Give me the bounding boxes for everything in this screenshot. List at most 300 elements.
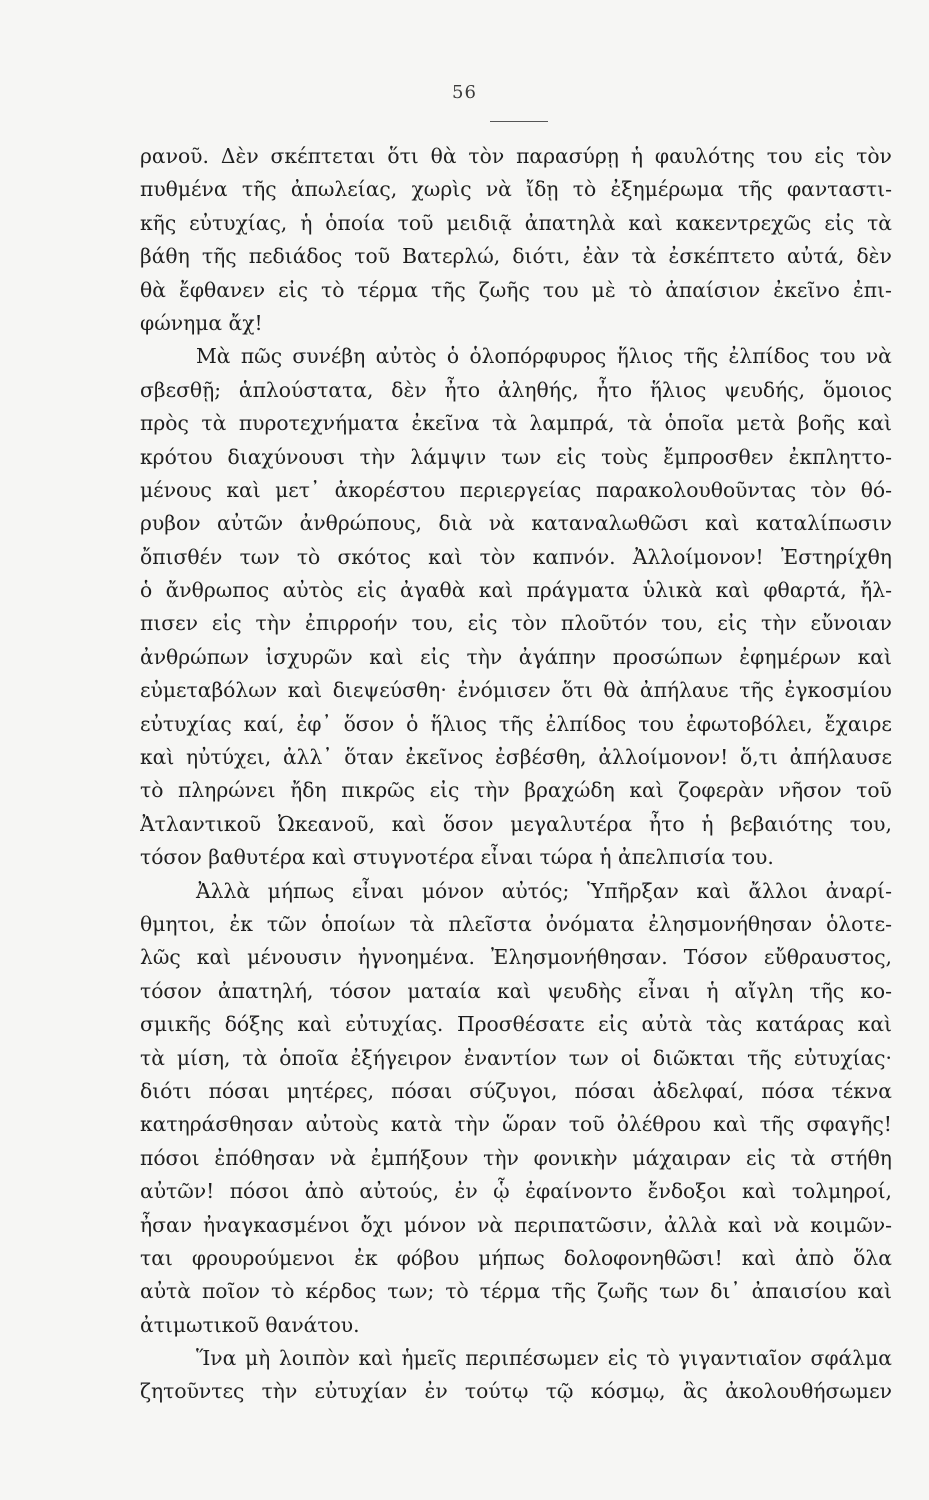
text-line (140, 841, 892, 874)
word: ἐμπήξουν (370, 1145, 469, 1170)
word: ζοφερὰν (678, 778, 765, 803)
word: Τόσον (683, 945, 748, 970)
word: ἔχαιρε (824, 711, 892, 736)
word: τὸν (468, 144, 505, 168)
word: μένους (140, 477, 212, 502)
text-line (140, 774, 892, 807)
text-line (140, 908, 892, 941)
text-line (140, 941, 892, 974)
word: τὸ (646, 1346, 670, 1371)
word: εὔθραυστος, (763, 945, 892, 970)
word: θὰ (140, 277, 166, 302)
word: ἐλπίδος (545, 711, 627, 736)
word: ἥλιος (649, 377, 707, 402)
word: ἀπατηλὰ (524, 210, 616, 235)
word: ἄχ! (228, 310, 263, 335)
word: καπνόν. (532, 544, 616, 569)
word: αἴγλη (734, 978, 794, 1003)
word: σκότος (337, 544, 411, 569)
word: καὶ (358, 1346, 393, 1371)
word: εὐτυχίας (140, 711, 232, 736)
word: εἰς (556, 444, 587, 469)
word: ἐλπίδος (728, 344, 810, 369)
word: ὁλοπόρφυρος (469, 344, 607, 369)
word: φόβου (396, 1245, 460, 1270)
word: πόσοι (140, 1145, 200, 1170)
word: σμικῆς (140, 1012, 212, 1037)
word: ὄχι (360, 1212, 393, 1237)
word: πόσαι (208, 1078, 270, 1103)
word: τόσον (140, 978, 202, 1003)
word: ἐφ᾽ (296, 711, 332, 736)
text-line (140, 407, 892, 440)
text-line (140, 741, 892, 774)
word: ὁ (140, 578, 153, 603)
word: καὶ (428, 544, 463, 569)
word: νὰ (865, 344, 892, 369)
word: καταλίπωσιν (755, 511, 892, 536)
word: του (542, 277, 579, 302)
word: διότι (140, 1078, 192, 1103)
word: ἀπελπισία (618, 845, 732, 870)
word: ἀλλὰ (664, 1212, 718, 1237)
word: τέκνα (831, 1078, 892, 1103)
word: του, (411, 611, 454, 636)
word: ἡ (300, 210, 313, 235)
word: μετ᾽ (275, 477, 321, 502)
text-line (140, 441, 892, 474)
word: ἄνθρωπος (165, 578, 270, 603)
word: τοῦ (856, 778, 892, 803)
word: ἐγκοσμίου (784, 678, 892, 703)
word: των (501, 444, 542, 469)
word: Ὠκεανοῦ, (277, 811, 375, 836)
word: των (239, 544, 280, 569)
word: ἐναντίον (463, 1045, 557, 1070)
word: ἀγάπην (518, 644, 597, 669)
word: τῆς (431, 277, 466, 302)
word: τὴν (454, 1112, 491, 1137)
word: τοῦ (397, 210, 434, 235)
word: περιεργείας (459, 477, 582, 502)
text-line (140, 507, 892, 540)
word: λῶς (140, 945, 181, 970)
word: κρότου (140, 444, 213, 469)
word: σφαγῆς! (806, 1112, 892, 1137)
word: τοῦ (354, 244, 391, 269)
text-line (140, 340, 892, 373)
word: κῆς (140, 210, 177, 235)
word: τῶν (266, 911, 307, 936)
word: διαχύνουσι (227, 444, 345, 469)
word: ἔμπροσθεν (663, 444, 774, 469)
word: ἀληθής, (497, 377, 579, 402)
word: Ἐλησμονήθησαν. (491, 945, 668, 970)
word: ἠγνοημένα. (357, 945, 475, 970)
word: καὶ (312, 845, 353, 870)
word: τῆς (551, 1279, 587, 1304)
word: καὶ (728, 1212, 763, 1237)
word: ἀπωλείας, (290, 177, 398, 202)
word: αὐτὰ (140, 1279, 191, 1304)
word: ψευδὴς (547, 978, 622, 1003)
word: τὰ (627, 411, 653, 436)
text-line (140, 1309, 892, 1342)
word: προσώπων (612, 644, 723, 669)
word: ἐν (424, 1379, 448, 1404)
word: καὶ (857, 1012, 892, 1037)
word: πισεν (140, 611, 198, 636)
word: ἀπαισίου (751, 1279, 847, 1304)
word: σβεσθῇ; (140, 377, 222, 402)
word: τὸν (810, 477, 847, 502)
word: ἀγαθὰ (399, 578, 466, 603)
word: τόσον (329, 978, 392, 1003)
word: τούτῳ (464, 1379, 529, 1404)
word: εὐτυχίας. (345, 1012, 444, 1037)
word: ζωῆς (597, 1279, 649, 1304)
paragraph (140, 140, 892, 340)
word: κατὰ (390, 1112, 443, 1137)
word: λοιπὸν (278, 1346, 350, 1371)
word: τοὺς (601, 444, 649, 469)
word: αὐτά, (786, 244, 845, 269)
word: ἐξημέρωμα (610, 177, 724, 202)
word: καὶ (391, 811, 427, 836)
word: ἐκπληττο- (788, 444, 892, 469)
word: μάχαιραν (632, 1145, 732, 1170)
word: καταναλωθῶσι (531, 511, 689, 536)
word: εἰς (356, 578, 387, 603)
word: καὶ (369, 644, 404, 669)
word: ἡ (630, 144, 643, 168)
word: ἐπι- (852, 277, 892, 302)
word: βοῆς (797, 411, 846, 436)
word: τῆς (759, 1112, 795, 1137)
word: κόσμῳ, (590, 1379, 666, 1404)
word: ἀπήλαυε (639, 678, 729, 703)
word: ζωῆς (478, 277, 530, 302)
word: καὶ (478, 578, 514, 603)
word: ἠναγκασμένοι (202, 1212, 350, 1237)
word: δολοφονηθῶσι! (563, 1245, 723, 1270)
word: καὶ (696, 878, 731, 903)
word: εὐμεταβόλων (140, 678, 278, 703)
word: μόνον (421, 878, 485, 903)
text-line (140, 975, 892, 1008)
word: τὰ (790, 1145, 816, 1170)
text-line (140, 574, 892, 607)
word: ἂς (682, 1379, 708, 1404)
text-line (140, 173, 892, 206)
word: ἀδελφαί, (652, 1078, 745, 1103)
word: τῆς (201, 244, 237, 269)
word: τὸ (445, 1279, 469, 1304)
word: εἰς (745, 1145, 776, 1170)
word: νῆσον (778, 778, 842, 803)
word: τὰ (867, 210, 892, 235)
word: πόσαι (391, 1078, 453, 1103)
word: ὁ (446, 344, 460, 369)
word: ἀπατηλή, (217, 978, 314, 1003)
word: μένουσιν (247, 945, 342, 970)
word: ἡ (599, 845, 618, 870)
word: κέρδος (305, 1279, 377, 1304)
word: ἰσχυρῶν (265, 644, 353, 669)
word: ᾧ (493, 1179, 510, 1204)
word: ἦσαν (140, 1212, 193, 1237)
word: δόξης (224, 1012, 284, 1037)
word: ἄλλοι (748, 878, 808, 903)
text-line (140, 1242, 892, 1275)
word: καὶ (297, 1012, 332, 1037)
word: Ὑπῆρξαν (586, 878, 679, 903)
word: καὶ (705, 511, 740, 536)
paragraph (140, 340, 892, 874)
word: τῷ (545, 1379, 574, 1404)
word: Ἀτλαντικοῦ (140, 811, 262, 836)
body-text (140, 140, 892, 1409)
word: τὰ (492, 411, 517, 436)
text-line (140, 708, 892, 741)
word: θό- (860, 477, 892, 502)
word: τὸν (479, 544, 516, 569)
word: βεβαιότης (730, 811, 833, 836)
word: γιγαντιαῖον (678, 1346, 802, 1371)
text-line (140, 207, 892, 240)
word: ὁ (406, 711, 419, 736)
word: του (766, 144, 803, 168)
word: τὸ (140, 778, 164, 803)
word: εὐτυχίας· (793, 1045, 892, 1070)
word: τῆς (737, 177, 773, 202)
word: εὐτυχίαν (314, 1379, 408, 1404)
word: Ἀλλοίμονον! (632, 544, 764, 569)
word: τὰ (201, 411, 227, 436)
word: του, (849, 811, 892, 836)
word: σκέπτεται (270, 144, 376, 168)
word: πικρῶς (341, 778, 416, 803)
word: στήθη (830, 1145, 892, 1170)
word: των; (387, 1279, 435, 1304)
text-line (140, 474, 892, 507)
word: ἴδῃ (526, 177, 559, 202)
text-line (140, 1008, 892, 1041)
word: πόσα (761, 1078, 815, 1103)
text-line (140, 641, 892, 674)
word: στυγνοτέρα (352, 845, 481, 870)
word: μήπως (478, 1245, 545, 1270)
word: καὶ (226, 477, 261, 502)
word: καὶ (741, 1245, 777, 1270)
text-line (140, 1342, 892, 1375)
word: τὴν (760, 611, 797, 636)
word: εἰς (824, 210, 855, 235)
word: ὅμοιος (822, 377, 892, 402)
word: πρὸς (140, 411, 189, 436)
word: νὰ (773, 1212, 800, 1237)
text-line (140, 374, 892, 407)
word: μὴ (244, 1346, 271, 1371)
word: κο- (860, 978, 892, 1003)
word: αὐτὰ (641, 1012, 693, 1037)
word: καὶ (140, 745, 175, 770)
word: ρυβον (140, 511, 201, 536)
word: ἐκεῖνος (405, 745, 484, 770)
word: πῶς (240, 344, 283, 369)
word: εἰς (211, 611, 242, 636)
word: τῆς (747, 1045, 782, 1070)
word: Μὰ (196, 344, 231, 369)
word: ἦτο (596, 377, 633, 402)
text-line (140, 307, 892, 340)
word: θὰ (603, 678, 630, 703)
word: ἐπόθησαν (214, 1145, 316, 1170)
word: συνέβη (292, 344, 366, 369)
word: ἀκορέστου (334, 477, 446, 502)
word: ὅτι (387, 144, 419, 168)
word: ἡ (706, 978, 719, 1003)
word: καὶ (496, 978, 532, 1003)
word: ἀναρί- (825, 878, 892, 903)
word: τῆς (241, 177, 277, 202)
word: ἐὰν (582, 244, 620, 269)
word: διῶκται (652, 1045, 736, 1070)
word: μίση, (176, 1045, 231, 1070)
word: βραχώδη (524, 778, 615, 803)
word: ρανοῦ. (140, 144, 209, 168)
text-line (140, 1042, 892, 1075)
word: ἀλλ᾽ (282, 745, 333, 770)
word: μητέρες, (286, 1078, 375, 1103)
word: μεγαλυτέρα (510, 811, 633, 836)
word: ἐν (454, 1179, 478, 1204)
word: ὁλοτε- (826, 911, 892, 936)
word: ὅσον (343, 711, 395, 736)
word: ὁποίων (320, 911, 396, 936)
word: καὶ (713, 1112, 748, 1137)
word: ὅ,τι (740, 745, 778, 770)
word: ὅλα (853, 1245, 892, 1270)
text-line (140, 240, 892, 273)
word: λάμψιν (410, 444, 487, 469)
word: ἀπήλαυσε (789, 745, 892, 770)
word: ὑλικὰ (642, 578, 703, 603)
word: τόσον (140, 845, 209, 870)
word: τῆς (739, 678, 774, 703)
word: εὐτυχίας, (189, 210, 288, 235)
word: Ἀλλὰ (196, 878, 251, 903)
word: περιπατῶσιν, (514, 1212, 654, 1237)
word: τὴν (483, 1145, 519, 1170)
word: τὸν (856, 144, 892, 168)
word: καὶ (857, 411, 892, 436)
word: ἀπαίσιον (665, 277, 761, 302)
word: διὰ (438, 511, 473, 536)
text-line (140, 1075, 892, 1108)
word: διότι, (512, 244, 571, 269)
word: ὀλέθρου (616, 1112, 701, 1137)
word: τὸ (628, 277, 653, 302)
word: εἰς (598, 1012, 628, 1037)
word: ἔνδοξοι (647, 1179, 727, 1204)
text-line (140, 140, 892, 173)
word: αὐτοὺς (305, 1112, 379, 1137)
word: των (568, 1045, 609, 1070)
word: τὴν (255, 611, 292, 636)
word: εἰς (278, 277, 308, 302)
word: ὁποῖα (279, 1045, 339, 1070)
word: ἀνθρώπους, (299, 511, 422, 536)
word: τὰ (631, 244, 657, 269)
paragraph (140, 875, 892, 1342)
word: καὶ (857, 1279, 892, 1304)
word: κακεντρεχῶς (675, 210, 812, 235)
word: αὐτὸς (282, 578, 344, 603)
word: πεδιάδος (248, 244, 343, 269)
word: εὔνοιαν (810, 611, 892, 636)
word: ἥλιος (430, 711, 487, 736)
word: ὀνόματα (545, 911, 635, 936)
word: ἐπιρροήν (305, 611, 398, 636)
word: τὴν (261, 1379, 298, 1404)
word: τὰς (706, 1012, 743, 1037)
word: παρασύρῃ (516, 144, 619, 168)
word: πόσοι (229, 1179, 290, 1204)
word: νὰ (477, 1212, 504, 1237)
word: τοῦ (568, 1112, 605, 1137)
word: δι᾽ (710, 1279, 741, 1304)
word: καὶ (629, 778, 664, 803)
word: ὁποῖα (664, 411, 724, 436)
word: καὶ (287, 678, 323, 703)
word: τῆς (683, 344, 719, 369)
word: μὲ (591, 277, 616, 302)
word: του. (731, 845, 774, 870)
word: Προσθέσατε (456, 1012, 585, 1037)
word: τώρα (539, 845, 600, 870)
word: ἁπλούστατα, (238, 377, 374, 402)
word: μειδιᾷ (446, 210, 512, 235)
page-number-rule (490, 121, 548, 122)
word: ἀλλοίμονον! (598, 745, 729, 770)
word: παρακολουθοῦντας (595, 477, 797, 502)
text-line (140, 875, 892, 908)
word: νὰ (485, 177, 512, 202)
word: πυροτεχνήματα (238, 411, 399, 436)
word: του (638, 711, 674, 736)
word: ἀπὸ (304, 1179, 344, 1204)
word: τέρμα (357, 277, 418, 302)
word: σφάλμα (810, 1346, 892, 1371)
word: εἰς (467, 611, 498, 636)
word: φθαρτά, (763, 578, 847, 603)
word: εἰς (814, 144, 845, 168)
word: μετὰ (736, 411, 786, 436)
word: ἐσκέπτετο (668, 244, 775, 269)
word: ἀπὸ (794, 1245, 835, 1270)
word: φαυλότης (654, 144, 755, 168)
word: ἦτο (444, 377, 481, 402)
word: ηὐτύχει, (186, 745, 272, 770)
word: ἤδη (290, 778, 327, 803)
word: νὰ (329, 1145, 356, 1170)
text-line (140, 1375, 892, 1408)
word: καὶ (742, 1179, 777, 1204)
word: πράγματα (526, 578, 630, 603)
word: τὴν (466, 644, 503, 669)
word: τὸ (572, 177, 597, 202)
